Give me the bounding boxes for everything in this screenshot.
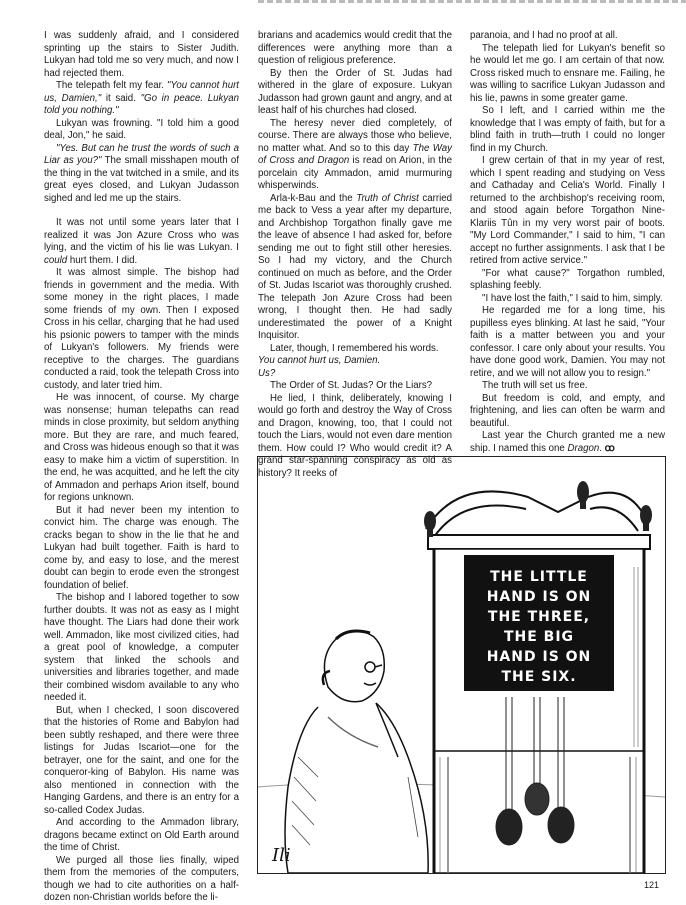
book-title-italic: The Way of Cross and Dragon [258,142,452,166]
paragraph: But, when I checked, I soon discovered that the histories of Rome and Babylon had been subtly reshaped, and there were three listings for Judas Iscariot—one for the betrayer, one for the saint, and one for the conqueror-king of Babylon. His name was also mentioned in connection with the Hanging Gardens, and there is an entry for a so-called Codex Judas. [44,704,239,816]
paragraph: He regarded me for a long time, his pupilless eyes blinking. At last he said, "Your faith is a matter between you and your confessor. I care only about your results. You have done good work, Damien. You may not retire, and we will not allow you to resign." [470,305,665,379]
paragraph: The heresy never died completely, of course. There are always those who believe, no matter what. And so to this day The Way of Cross and Dragon is read on Arion, in the porcelain city Ammadon, amid murmuring whisperwinds. [258,117,452,191]
cartoon-illustration [257,456,666,874]
paragraph: The telepath lied for Lukyan's benefit so he would let me go. I am certain of that now. Cross risked much to ensnare me. Failing, he was willing to sacrifice Lukyan Judasson and his lie, pawns in some greater game. [470,42,665,104]
emphasis: could [44,254,68,266]
display-line-5: HAND IS ON [486,649,592,665]
quote-italic: "You cannot hurt us, Damien," [44,80,239,104]
page-number: 121 [644,880,660,890]
paragraph: I was suddenly afraid, and I considered sprinting up the stairs to Sister Judith. Lukyan had told me so very much, and now I had rejected them. [44,30,239,79]
paragraph: The telepath felt my fear. "You cannot hurt us, Damien," it said. "Go in peace. Lukyan told you nothing." [44,80,239,116]
paragraph: But it had never been my intention to convict him. The charge was enough. The cracks began to show in the lie that he and Lukyan had built together. Faith is hard to come by, and easy to lose, and the merest doubt can begin to erode even the strongest foundation of belief. [44,504,239,591]
paragraph: "Yes. But can he trust the words of such a Liar as you?" The small misshapen mouth of the thing in the vat twitched in a smile, and its great eyes closed, and Lukyan Judasson sighed and led me up the stairs. [44,142,240,204]
paragraph: Last year the Church granted me a new ship. I named this one Dragon. ꝏ [470,430,665,454]
text-column-2 [258,30,452,480]
paragraph: By then the Order of St. Judas had withered in the glare of exposure. Lukyan Judasson had grown gaunt and angry, and at least half of his churches had closed. [258,67,452,116]
paragraph: It was not until some years later that I realized it was Jon Azure Cross who was lying, and the victim of his lie was Lukyan. I could hurt them. I did. [44,217,239,266]
paragraph: Arla-k-Bau and the Truth of Christ carried me back to Vess a year after my departure, and Archbishop Torgathon finally gave me the leave of absence I had asked for, before sending me out to fight still other heresies. So I had my victory, and the Church continued on much as before, and the Order of St. Judas Iscariot was thoroughly crushed. The telepath Jon Azure Cross had been wrong, I thought then. He had sadly underestimated the power of a Knight Inquisitor. [258,192,452,341]
paragraph: And according to the Ammadon library, dragons became extinct on Old Earth around the time of Christ. [44,817,239,853]
text-column-1 [44,30,239,905]
quote-italic: Us? [258,367,276,379]
paragraph: But freedom is cold, and empty, and frightening, and lies can often be warm and beautiful. [470,392,665,429]
paragraph: So I left, and I carried within me the knowledge that I was empty of faith, but for a blind faith in truth—truth I could no longer find in my Church. [470,105,665,154]
display-line-4: THE BIG [503,629,575,645]
paragraph: The bishop and I labored together to sow further doubts. It was not as easy as I might have thought. The Liars had done their work well. Ammadon, like most civilized cities, had a great pool of knowledge, a computer system that linked the schools and universities and libraries together, and made their combined wisdom available to any who needed it. [44,592,239,703]
cartoon-drawing [258,457,665,873]
paragraph-italic [258,368,452,381]
end-mark-icon: ꝏ [604,442,614,454]
paragraph: I grew certain of that in my year of rest, which I spent reading and studying on Vess and Cathaday and Celia's World. Finally I returned to the archbishop's receiving room, and stood again before Torgathon Nine-Klariis Tûn in my very worst pair of boots. "My Lord Commander," I said to him, "I can accept no further assignments. I ask that I be retired from active service." [470,155,665,266]
display-line-2: HAND IS ON [486,589,592,605]
display-line-3: THE THREE, [487,609,591,625]
quote-italic: "Go in peace. Lukyan told you nothing." [44,92,239,116]
paragraph: The truth will set us free. [482,380,588,391]
artist-signature: Ili [272,845,291,866]
quote-italic: "Yes. But can he trust the words of such a Liar as you?" [44,142,239,166]
clock-finials [424,481,652,537]
paragraph: paranoia, and I had no proof at all. [470,30,618,41]
paragraph: "For what cause?" Torgathon rumbled, splashing feebly. [470,267,665,291]
quote-italic: You cannot hurt us, Damien. [258,355,381,366]
paragraph: We purged all those lies finally, wiped them from the memories of the computers, though we had to cite authorities on a half-dozen non-Christian worlds before the li- [44,854,239,903]
clock-pediment [426,491,650,549]
top-rule [258,0,686,3]
man-figure [285,630,428,873]
display-line-6: THE SIX. [501,669,577,685]
paragraph: He lied, I think, deliberately, knowing I would go forth and destroy the Way of Cross and Dragon, knowing, too, that I could not touch the Liars, would not even dare mention them. How could I? Who would credit it? A grand star-spanning conspiracy as old as history? It reeks of [258,392,452,479]
display-line-1: THE LITTLE [490,569,588,585]
paragraph: It was almost simple. The bishop had friends in government and the media. With some money in the right places, I made some friends of my own. Then I exposed Cross in his cellar, charging that he had used his psionic powers to tamper with the minds of Lukyan's followers. My friends were receptive to the charges. The guardians conducted a raid, took the telepath Cross into custody, and later tried him. [44,267,239,391]
paragraph: "I have lost the faith," I said to him, simply. [482,292,663,304]
paragraph: He was innocent, of course. My charge was nonsense; human telepaths can read minds in close proximity, but seldom anything more. But they are rare, and much feared, and Cross was hideous enough so that it was easy to make him a victim of superstition. In the end, he was acquitted, and he left the city of Ammadon and perhaps Arion itself, bound for regions unknown. [44,392,239,503]
paragraph: brarians and academics would credit that the differences were anything more than a question of religious preference. [258,30,452,66]
ship-name-italic: Truth of Christ [356,192,419,204]
paragraph-italic [258,355,452,368]
ship-name-italic: Dragon [567,442,600,454]
paragraph: The Order of St. Judas? Or the Liars? [270,380,433,391]
paragraph: Lukyan was frowning. "I told him a good deal, Jon," he said. [44,117,239,141]
paragraph: Later, though, I remembered his words. [270,342,439,354]
text-column-3 [470,30,665,455]
